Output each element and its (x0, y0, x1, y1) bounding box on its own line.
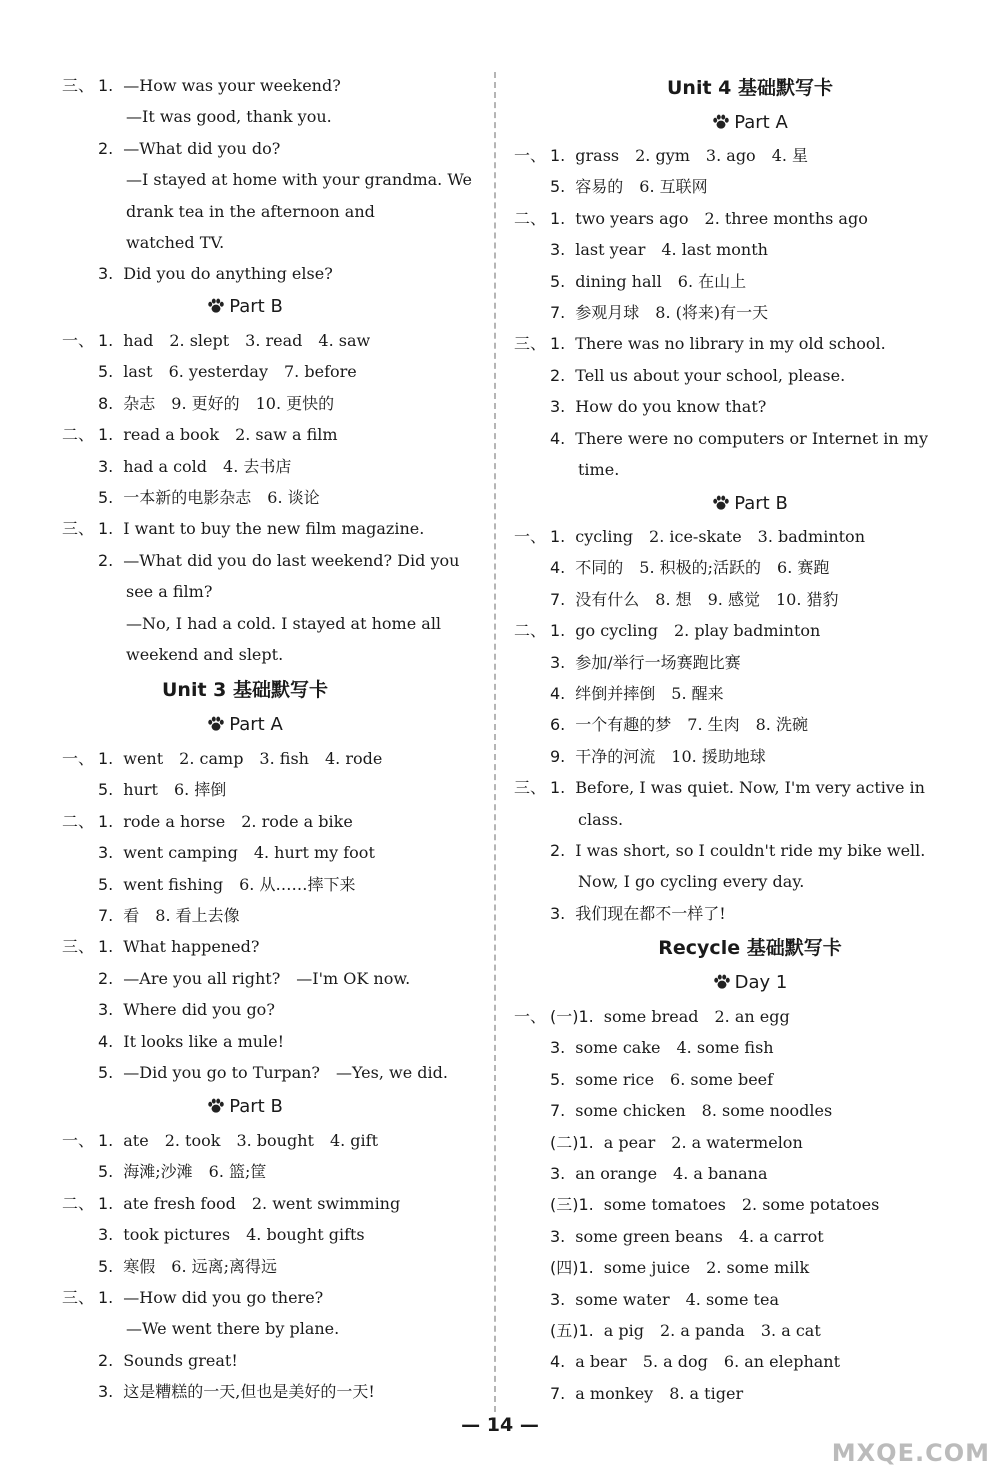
answer-text: went 2. camp 3. fish 4. rode (123, 749, 383, 768)
answer-line (62, 1257, 277, 1277)
answer-text: a bear 5. a dog 6. an elephant (575, 1352, 841, 1372)
answer-text: had 2. slept 3. read 4. saw (123, 331, 371, 350)
answer-text: drank tea in the afternoon and (126, 201, 375, 221)
answer-text: some green beans 4. a carrot (575, 1226, 824, 1246)
item-number: 3. (550, 1164, 566, 1183)
answer-text: 看 8. 看上去像 (123, 906, 240, 925)
answer-text: Before, I was quiet. Now, I'm very active in (575, 778, 925, 798)
answer-text: —What did you do last weekend? Did you (123, 550, 460, 570)
answer-line (514, 1352, 840, 1372)
answer-text: an orange 4. a banana (575, 1164, 768, 1183)
item-number: 5. (98, 874, 114, 894)
answer-text: went fishing 6. 从……摔下来 (123, 874, 356, 894)
answer-line (62, 1319, 339, 1339)
answer-text: grass 2. gym 3. ago 4. 星 (575, 146, 809, 165)
answer-line (514, 810, 623, 830)
item-number: 1. (98, 811, 114, 831)
item-number: 7. (550, 1383, 566, 1403)
unit-title-text: Recycle 基础默写卡 (658, 937, 842, 959)
item-number: 3. (98, 264, 114, 284)
answer-line (62, 139, 280, 159)
item-number: 5. (98, 780, 114, 800)
answer-line (514, 872, 804, 892)
item-number: 1. (550, 208, 566, 228)
answer-text: There were no computers or Internet in my (575, 428, 929, 448)
answer-text: —We went there by plane. (126, 1319, 340, 1339)
answer-text: last year 4. last month (575, 240, 768, 260)
answer-text: 参加/举行一场赛跑比赛 (575, 652, 741, 672)
answer-text: 没有什么 8. 想 9. 感觉 10. 猎豹 (575, 589, 839, 609)
answer-line (514, 1133, 803, 1153)
answer-line (62, 457, 291, 477)
answer-text: There was no library in my old school. (575, 334, 886, 354)
answer-text: read a book 2. saw a film (123, 425, 338, 445)
answer-line (514, 1195, 879, 1215)
answer-line (514, 715, 808, 735)
section-prefix: 一、 (514, 146, 547, 165)
answer-line (514, 1007, 790, 1027)
answer-text: 干净的河流 10. 援助地球 (575, 746, 766, 766)
unit-title-text: Unit 4 基础默写卡 (667, 77, 833, 99)
item-number: 3. (550, 397, 566, 417)
answer-line (62, 394, 334, 414)
answer-text: had a cold 4. 去书店 (123, 456, 292, 476)
answer-text: —Are you all right? —I'm OK now. (123, 968, 411, 988)
item-number: 1. (98, 331, 114, 350)
answer-line (514, 1227, 824, 1247)
answer-line (62, 76, 341, 96)
answer-line (514, 558, 829, 578)
answer-line (62, 843, 375, 863)
item-number: 3. (550, 1038, 566, 1058)
item-number: 1. (550, 527, 566, 546)
answer-line (62, 362, 357, 382)
answer-line (514, 146, 808, 166)
item-number: 4. (550, 428, 566, 448)
answer-line (62, 1063, 448, 1083)
answer-text: How do you know that? (575, 397, 767, 417)
item-number: (二)1. (550, 1132, 594, 1152)
day-heading-text: Day 1 (734, 972, 788, 993)
column-divider (494, 72, 496, 1412)
part-heading (500, 493, 1000, 515)
unit-title (0, 678, 490, 702)
answer-line (62, 614, 441, 634)
answer-line (514, 1384, 743, 1404)
answer-text: go cycling 2. play badminton (575, 621, 821, 641)
day-heading (500, 972, 1000, 994)
item-number: 6. (550, 715, 566, 735)
answer-line (62, 331, 370, 351)
answer-text: 绊倒并摔倒 5. 醒来 (575, 684, 724, 703)
answer-line (62, 645, 283, 665)
answer-line (514, 778, 925, 798)
answer-line (514, 303, 768, 323)
answer-line (62, 749, 382, 769)
answer-line (514, 397, 766, 417)
item-number: 2. (98, 1350, 114, 1370)
answer-text: some tomatoes 2. some potatoes (603, 1195, 880, 1215)
answer-line (514, 1258, 809, 1278)
section-prefix: 一、 (62, 749, 95, 768)
answer-line (62, 1382, 375, 1402)
watermark: MXQE.COM (831, 1439, 990, 1467)
item-number: 9. (550, 746, 566, 766)
item-number: 5. (550, 177, 566, 197)
answer-text: last 6. yesterday 7. before (123, 362, 357, 382)
answer-text: went camping 4. hurt my foot (123, 843, 375, 863)
answer-text: What happened? (123, 937, 260, 957)
item-number: 7. (550, 1101, 566, 1121)
answer-line (514, 747, 766, 767)
paw-icon (712, 114, 730, 130)
item-number: 3. (550, 1226, 566, 1246)
paw-icon (207, 716, 225, 732)
answer-line (62, 875, 355, 895)
answer-line (62, 937, 259, 957)
item-number: 3. (98, 456, 114, 476)
answer-line (514, 1290, 779, 1310)
answer-line (514, 1038, 774, 1058)
item-number: 1. (550, 778, 566, 798)
part-heading (0, 1096, 490, 1118)
answer-line (514, 1321, 821, 1341)
answer-line (62, 1162, 266, 1182)
section-prefix: 一、 (514, 1007, 547, 1026)
answer-text: Where did you go? (123, 1000, 275, 1020)
answer-line (514, 429, 928, 449)
answer-text: time. (578, 460, 620, 479)
answer-line (62, 812, 353, 832)
item-number: 1. (98, 1288, 114, 1307)
answer-line (62, 264, 333, 284)
item-number: 1. (98, 76, 114, 95)
answer-text: —How did you go there? (123, 1288, 324, 1307)
answer-text: some rice 6. some beef (575, 1069, 774, 1089)
section-prefix: 三、 (62, 76, 95, 95)
answer-text: 杂志 9. 更好的 10. 更快的 (123, 393, 335, 413)
answer-text: —I stayed at home with your grandma. We (126, 170, 472, 190)
item-number: 1. (98, 1131, 114, 1150)
answer-text: —It was good, thank you. (126, 107, 332, 127)
answer-line (62, 1000, 275, 1020)
answer-text: 寒假 6. 远离;离得远 (123, 1256, 278, 1276)
paw-icon (207, 1098, 225, 1114)
answer-text: took pictures 4. bought gifts (123, 1225, 365, 1245)
item-number: 3. (98, 843, 114, 863)
item-number: (五)1. (550, 1321, 594, 1340)
paw-icon (207, 298, 225, 314)
answer-text: —What did you do? (123, 138, 281, 158)
answer-text: see a film? (126, 582, 213, 602)
answer-text: a pig 2. a panda 3. a cat (603, 1321, 821, 1340)
answer-line (514, 272, 746, 292)
answer-line (514, 460, 619, 480)
answer-text: 这是糟糕的一天,但也是美好的一天! (123, 1382, 375, 1402)
answer-line (62, 1194, 400, 1214)
answer-line (62, 1351, 238, 1371)
answer-text: I want to buy the new film magazine. (123, 519, 425, 539)
answer-line (514, 209, 868, 229)
paw-icon (713, 974, 731, 990)
item-number: 1. (98, 425, 114, 445)
part-heading-text: Part B (734, 493, 788, 514)
section-prefix: 一、 (62, 1131, 95, 1150)
answer-text: some juice 2. some milk (603, 1258, 810, 1278)
answer-text: 一本新的电影杂志 6. 谈论 (123, 488, 320, 507)
section-prefix: 二、 (514, 208, 547, 228)
answer-line (62, 233, 224, 253)
section-prefix: 二、 (514, 621, 547, 641)
answer-text: Now, I go cycling every day. (578, 872, 805, 892)
answer-line (514, 366, 845, 386)
item-number: 2. (98, 968, 114, 988)
item-number: 1. (98, 519, 114, 539)
answer-line (514, 590, 839, 610)
section-prefix: 二、 (62, 811, 95, 831)
answer-line (514, 527, 865, 547)
answer-text: some water 4. some tea (575, 1289, 779, 1309)
answer-text: class. (578, 809, 624, 829)
item-number: 1. (550, 146, 566, 165)
answer-text: two years ago 2. three months ago (575, 208, 868, 228)
item-number: (一)1. (550, 1007, 594, 1026)
section-prefix: 一、 (62, 331, 95, 350)
answer-line (62, 551, 459, 571)
item-number: 1. (550, 334, 566, 354)
answer-text: 海滩;沙滩 6. 篮;筐 (123, 1162, 267, 1182)
section-prefix: 三、 (514, 334, 547, 354)
item-number: 8. (98, 393, 114, 413)
item-number: 5. (98, 1256, 114, 1276)
item-number: 3. (98, 1382, 114, 1402)
answer-text: Did you do anything else? (123, 264, 333, 284)
item-number: 1. (550, 621, 566, 641)
answer-text: Tell us about your school, please. (575, 365, 846, 385)
part-heading (0, 714, 490, 736)
part-heading (500, 112, 1000, 134)
item-number: 4. (550, 684, 566, 703)
item-number: 7. (550, 589, 566, 609)
answer-line (514, 1164, 767, 1184)
answer-line (514, 1101, 832, 1121)
item-number: 1. (98, 937, 114, 957)
answer-line (62, 1288, 323, 1308)
answer-text: Sounds great! (123, 1350, 238, 1370)
item-number: 2. (550, 365, 566, 385)
item-number: 2. (98, 138, 114, 158)
part-heading-text: Part B (229, 296, 283, 317)
answer-text: 不同的 5. 积极的;活跃的 6. 赛跑 (575, 558, 830, 578)
answer-line (514, 240, 768, 260)
answer-text: dining hall 6. 在山上 (575, 271, 747, 291)
answer-text: a pear 2. a watermelon (603, 1132, 803, 1152)
item-number: 5. (550, 1069, 566, 1089)
answer-line (62, 1131, 378, 1151)
answer-text: watched TV. (126, 233, 225, 252)
item-number: (三)1. (550, 1195, 594, 1215)
answer-text: It looks like a mule! (123, 1031, 285, 1051)
answer-line (62, 1032, 284, 1052)
page-number: — 14 — (461, 1414, 539, 1436)
answer-text: 一个有趣的梦 7. 生肉 8. 洗碗 (575, 715, 808, 735)
answer-text: —How was your weekend? (123, 76, 341, 95)
answer-line (62, 425, 338, 445)
answer-line (62, 519, 424, 539)
item-number: 5. (98, 488, 114, 507)
unit-title-text: Unit 3 基础默写卡 (162, 679, 328, 701)
section-prefix: 三、 (62, 937, 95, 957)
answer-line (62, 170, 472, 190)
answer-line (514, 841, 925, 861)
answer-line (62, 488, 320, 508)
item-number: 3. (98, 1000, 114, 1020)
answer-text: ate 2. took 3. bought 4. gift (123, 1131, 379, 1150)
answer-text: —Did you go to Turpan? —Yes, we did. (123, 1063, 448, 1082)
answer-text: hurt 6. 摔倒 (123, 780, 227, 800)
part-heading-text: Part B (229, 1096, 283, 1117)
item-number: 3. (550, 903, 566, 923)
answer-text: ate fresh food 2. went swimming (123, 1193, 401, 1213)
section-prefix: 三、 (514, 778, 547, 798)
answer-text: rode a horse 2. rode a bike (123, 811, 353, 831)
section-prefix: 二、 (62, 1193, 95, 1213)
item-number: 5. (550, 271, 566, 291)
answer-line (514, 904, 726, 924)
answer-line (514, 621, 820, 641)
answer-line (62, 582, 212, 602)
section-prefix: 二、 (62, 425, 95, 445)
answer-text: a monkey 8. a tiger (575, 1383, 744, 1403)
unit-title (500, 76, 1000, 100)
answer-text: I was short, so I couldn't ride my bike well. (575, 841, 926, 860)
item-number: 2. (98, 550, 114, 570)
section-prefix: 三、 (62, 519, 95, 539)
section-prefix: 一、 (514, 527, 547, 546)
answer-line (62, 906, 240, 926)
answer-text: 我们现在都不一样了! (575, 903, 726, 923)
answer-line (62, 969, 410, 989)
item-number: 3. (550, 1289, 566, 1309)
part-heading-text: Part A (229, 714, 283, 735)
item-number: (四)1. (550, 1258, 594, 1278)
item-number: 1. (98, 1193, 114, 1213)
answer-line (514, 334, 886, 354)
item-number: 5. (98, 1063, 114, 1082)
answer-text: 参观月球 8. (将来)有一天 (575, 303, 769, 322)
item-number: 7. (550, 303, 566, 322)
answer-line (62, 202, 375, 222)
answer-text: cycling 2. ice-skate 3. badminton (575, 527, 865, 546)
answer-line (514, 653, 741, 673)
answer-text: some chicken 8. some noodles (575, 1101, 833, 1121)
answer-text: some cake 4. some fish (575, 1038, 774, 1058)
part-heading-text: Part A (734, 112, 788, 133)
item-number: 4. (98, 1031, 114, 1051)
section-prefix: 三、 (62, 1288, 95, 1307)
part-heading (0, 296, 490, 318)
item-number: 3. (550, 240, 566, 260)
answer-text: weekend and slept. (126, 645, 284, 664)
item-number: 5. (98, 1162, 114, 1182)
answer-text: 容易的 6. 互联网 (575, 177, 708, 197)
unit-title (500, 936, 1000, 960)
answer-line (62, 107, 332, 127)
paw-icon (712, 495, 730, 511)
answer-line (62, 1225, 365, 1245)
answer-line (514, 1070, 773, 1090)
item-number: 1. (98, 749, 114, 768)
answer-line (62, 780, 226, 800)
answer-text: some bread 2. an egg (603, 1007, 790, 1026)
answer-text: —No, I had a cold. I stayed at home all (126, 613, 442, 633)
item-number: 4. (550, 1352, 566, 1372)
item-number: 7. (98, 906, 114, 925)
item-number: 2. (550, 841, 566, 860)
item-number: 3. (98, 1225, 114, 1245)
item-number: 3. (550, 652, 566, 672)
item-number: 4. (550, 558, 566, 578)
item-number: 5. (98, 362, 114, 382)
answer-line (514, 684, 724, 704)
answer-line (514, 177, 708, 197)
